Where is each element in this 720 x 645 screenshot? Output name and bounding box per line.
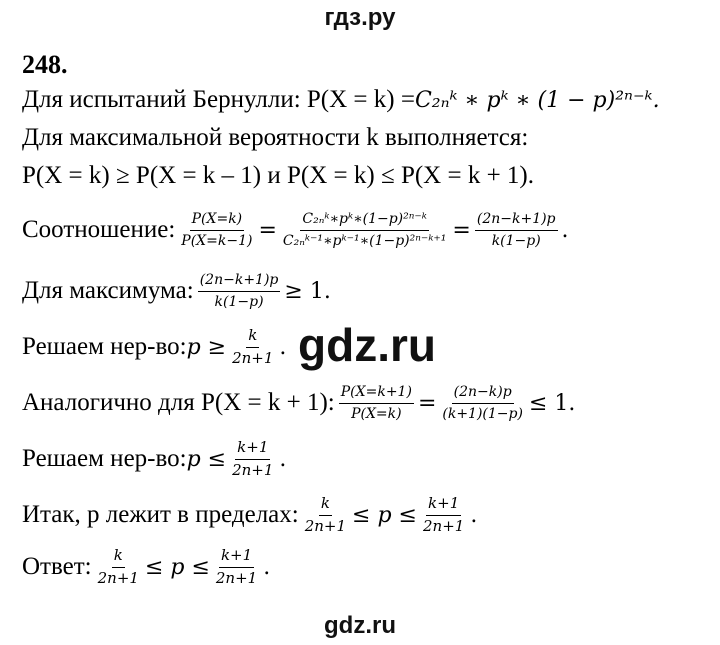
fraction-numerator: k+1 <box>426 495 461 515</box>
watermark-middle: gdz.ru <box>298 319 436 371</box>
period: . <box>263 554 271 580</box>
fraction-denominator: P(X=k) <box>351 405 402 422</box>
maximum-fraction <box>198 272 281 309</box>
ratio-fraction-2 <box>281 211 449 248</box>
period: . <box>279 334 287 360</box>
line-6-text: Решаем нер-во: <box>22 333 187 360</box>
answer-fraction-lower <box>96 547 141 587</box>
line-3-text: P(X = k) ≥ P(X = k – 1) и P(X = k) ≤ P(X = k + 1). <box>22 162 534 189</box>
fraction-denominator: k(1−p) <box>491 232 541 249</box>
line-5-text: Для максимума: <box>22 277 194 304</box>
period: . <box>470 502 478 528</box>
line-solve-1 <box>22 324 286 370</box>
bernoulli-formula: C₂ₙᵏ ∗ pᵏ ∗ (1 − p)²ⁿ⁻ᵏ. <box>414 87 660 113</box>
fraction-denominator: 2n+1 <box>215 568 258 587</box>
fraction-denominator: P(X=k−1) <box>181 232 253 249</box>
inequality-lhs: p ≥ <box>186 334 227 360</box>
fraction-denominator: 2n+1 <box>232 460 274 479</box>
equals-sign: = <box>417 390 437 416</box>
line-9-text: Итак, p лежит в пределах: <box>22 501 299 528</box>
line-solve-2 <box>22 436 286 482</box>
line-10-text: Ответ: <box>22 553 92 580</box>
fraction-denominator: 2n+1 <box>232 348 274 367</box>
range-fraction-lower <box>303 495 348 535</box>
fraction-numerator: C₂ₙᵏ∗pᵏ∗(1−p)²ⁿ⁻ᵏ <box>300 211 429 230</box>
fraction-numerator: k <box>246 327 259 347</box>
analog-fraction-2 <box>440 384 525 421</box>
fraction-denominator: 2n+1 <box>304 516 347 535</box>
line-answer <box>22 544 270 590</box>
analog-fraction-1 <box>339 384 414 421</box>
fraction-denominator: (k+1)(1−p) <box>442 405 523 422</box>
fraction-denominator: 2n+1 <box>97 568 139 587</box>
fraction-numerator: P(X=k+1) <box>339 384 414 403</box>
line-4-text: Соотношение: <box>22 216 176 243</box>
watermark-bottom: gdz.ru <box>324 612 396 639</box>
ratio-fraction-1 <box>179 211 254 248</box>
range-middle: ≤ p ≤ <box>352 502 417 528</box>
solve-fraction <box>230 439 275 479</box>
line-8-text: Решаем нер-во: <box>22 445 187 472</box>
line-7-text: Аналогично для P(X = k + 1): <box>22 389 335 416</box>
line-2-text: Для максимальной вероятности k выполняется: <box>22 124 529 151</box>
fraction-numerator: k+1 <box>235 439 270 459</box>
answer-fraction-upper <box>214 547 259 587</box>
line-max-probability <box>22 124 528 152</box>
fraction-numerator: P(X=k) <box>190 211 245 230</box>
watermark-top: гдз.ру <box>324 4 396 31</box>
fraction-numerator: (2n−k+1)p <box>475 211 558 230</box>
range-fraction-upper <box>421 495 466 535</box>
line-ratio <box>22 202 569 258</box>
line-1-text: Для испытаний Бернулли: P(X = k) = <box>22 86 415 113</box>
period: . <box>561 217 569 243</box>
fraction-numerator: k <box>112 547 125 567</box>
solve-fraction <box>230 327 275 367</box>
fraction-numerator: k+1 <box>219 547 254 567</box>
equals-sign: = <box>452 217 471 243</box>
line-conditions <box>22 162 534 190</box>
relation: ≥ 1. <box>284 278 331 304</box>
line-maximum <box>22 268 331 314</box>
fraction-numerator: (2n−k+1)p <box>198 272 281 291</box>
fraction-denominator: C₂ₙᵏ⁻¹∗pᵏ⁻¹∗(1−p)²ⁿ⁻ᵏ⁺¹ <box>282 232 447 249</box>
fraction-numerator: k <box>319 495 332 515</box>
answer-middle: ≤ p ≤ <box>144 554 210 580</box>
fraction-denominator: k(1−p) <box>214 293 264 310</box>
equals-sign: = <box>258 217 277 243</box>
fraction-numerator: (2n−k)p <box>452 384 514 403</box>
problem-number: 248. <box>22 50 68 79</box>
line-bernoulli-formula <box>22 86 660 114</box>
period: . <box>279 446 287 472</box>
relation: ≤ 1. <box>528 390 576 416</box>
line-analog <box>22 380 575 426</box>
ratio-fraction-3 <box>475 211 558 248</box>
fraction-denominator: 2n+1 <box>422 516 465 535</box>
line-range <box>22 492 477 538</box>
inequality-lhs: p ≤ <box>186 446 227 472</box>
